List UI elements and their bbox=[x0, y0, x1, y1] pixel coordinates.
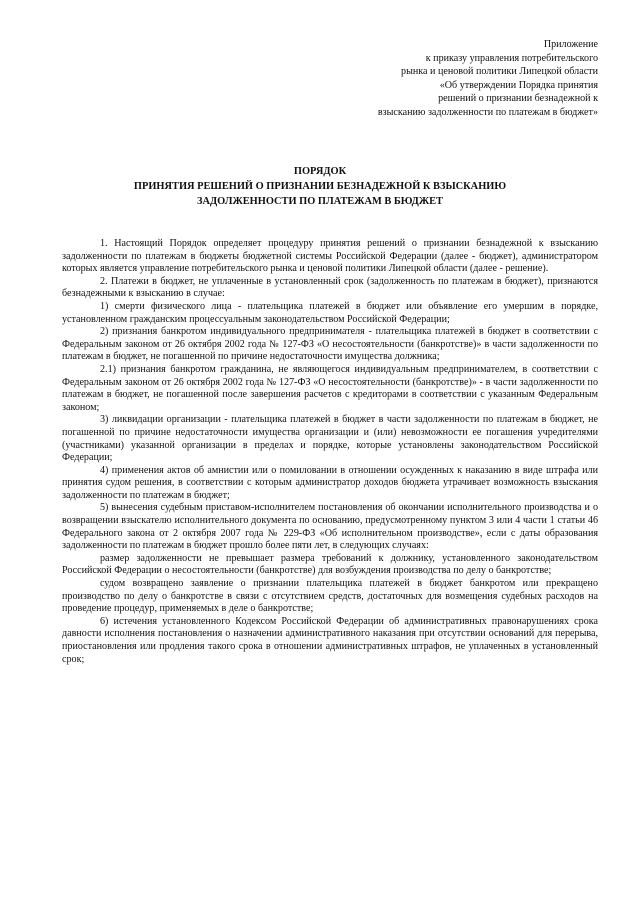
title-line: ПРИНЯТИЯ РЕШЕНИЙ О ПРИЗНАНИИ БЕЗНАДЕЖНОЙ К ВЗЫСКАНИЮ bbox=[133, 181, 507, 192]
paragraph: 1) смерти физического лица - плательщика платежей в бюджет или объявление его умершим в порядке, установленном гражданским процессуальным законодательством Российской Федерации; bbox=[62, 300, 598, 325]
appendix-line: к приказу управления потребительского bbox=[425, 52, 598, 64]
paragraph: размер задолженности не превышает размера требований к должнику, установленного законодательством Российской Федерации о несостоятельности (банкротстве) для возбуждения производства по делу о банкротстве; bbox=[62, 552, 598, 577]
document-body bbox=[62, 238, 598, 666]
appendix-line: решений о признании безнадежной к bbox=[438, 93, 598, 105]
paragraph: 2) признания банкротом индивидуального предпринимателя - плательщика платежей в бюджет в соответствии с Федеральным законом от 26 октября 2002 года № 127-ФЗ «О несостоятельности (банкротстве)» в части задолженности по платежам в бюджет, не погашенной по причине недостаточности имущества должника; bbox=[62, 326, 598, 363]
appendix-line: взысканию задолженности по платежам в бюджет» bbox=[377, 106, 598, 118]
paragraph: 2.1) признания банкротом гражданина, не являющегося индивидуальным предпринимателем, в соответствии с Федеральным законом от 26 октября 2002 года № 127-ФЗ «О несостоятельности (банкротстве)» - в части задолженности по платежам в бюджет, не погашенной после завершения расчетов с кредиторами в соответствии с указанным Федеральным законом; bbox=[62, 363, 598, 413]
paragraph: 3) ликвидации организации - плательщика платежей в бюджет в части задолженности по платежам в бюджет, не погашенной по причине недостаточности имущества организации и (или) невозможности ее погашения учредителями (участниками) указанной организации в пределах и порядке, которые установлены законодательством Российской Федерации; bbox=[62, 414, 598, 464]
paragraph: 4) применения актов об амнистии или о помиловании в отношении осужденных к наказанию в виде штрафа или принятия судом решения, в соответствии с которым администратор доходов бюджета утрачивает возможность взыскания задолженности по платежам в бюджет; bbox=[62, 464, 598, 501]
paragraph: 1. Настоящий Порядок определяет процедуру принятия решений о признании безнадежной к взысканию задолженности по платежам в бюджеты бюджетной системы Российской Федерации (далее - бюджет), администратором которых является управление потребительского рынка и ценовой политики Липецкой области (далее - решение). bbox=[62, 238, 598, 275]
paragraph: судом возвращено заявление о признании плательщика платежей в бюджет банкротом или прекращено производство по делу о банкротстве в связи с отсутствием средств, достаточных для возмещения судебных расходов на проведение процедур, применяемых в деле о банкротстве; bbox=[62, 578, 598, 615]
document-title bbox=[60, 164, 580, 209]
paragraph: 5) вынесения судебным приставом-исполнителем постановления об окончании исполнительного производства и о возвращении взыскателю исполнительного документа по основанию, предусмотренному пунктом 3 или 4 части 1 статьи 46 Федерального закона от 2 октября 2007 года № 229-ФЗ «Об исполнительном производстве», если с даты образования задолженности по платежам в бюджет прошло более пяти лет, в следующих случаях: bbox=[62, 502, 598, 552]
appendix-header bbox=[298, 38, 598, 120]
appendix-line: «Об утверждении Порядка принятия bbox=[439, 79, 598, 91]
title-line: ЗАДОЛЖЕННОСТИ ПО ПЛАТЕЖАМ В БЮДЖЕТ bbox=[197, 196, 443, 207]
title-line: ПОРЯДОК bbox=[293, 166, 347, 177]
paragraph: 6) истечения установленного Кодексом Российской Федерации об административных правонарушениях срока давности исполнения постановления о назначении административного наказания при отсутствии оснований для перерыва, приостановления или продления такого срока в отношении административных штрафов, не уплаченных в установленный срок; bbox=[62, 615, 598, 665]
appendix-line: Приложение bbox=[543, 39, 598, 50]
paragraph: 2. Платежи в бюджет, не уплаченные в установленный срок (задолженность по платежам в бюджет), признаются безнадежными к взысканию в случае: bbox=[62, 275, 598, 300]
appendix-line: рынка и ценовой политики Липецкой области bbox=[401, 66, 598, 78]
